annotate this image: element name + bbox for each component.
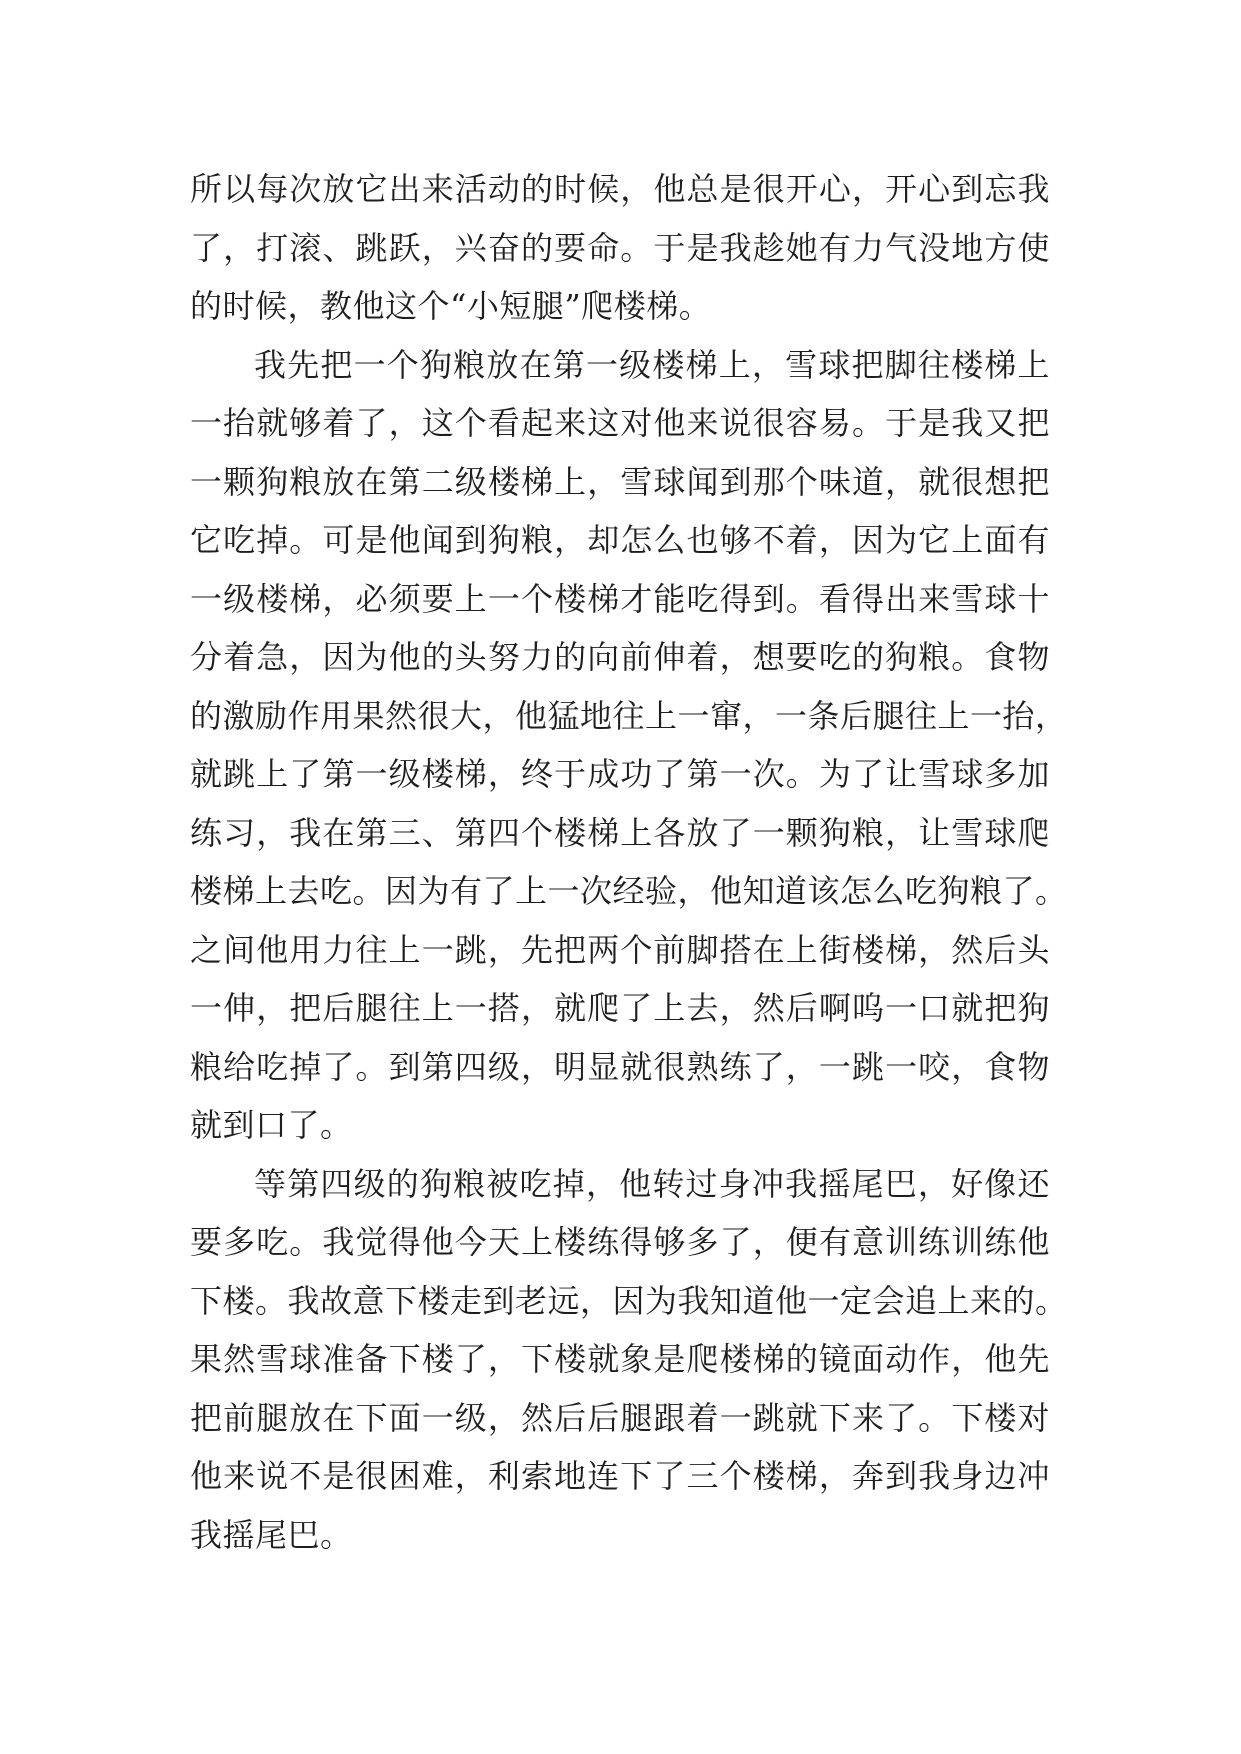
text-line: 我先把一个狗粮放在第一级楼梯上，雪球把脚往楼梯上 (254, 345, 1050, 384)
text-line: 一颗狗粮放在第二级楼梯上，雪球闻到那个味道，就很想把 (190, 462, 1050, 501)
text-line: 练习，我在第三、第四个楼梯上各放了一颗狗粮，让雪球爬 (190, 813, 1050, 852)
text-line: 之间他用力往上一跳，先把两个前脚搭在上街楼梯，然后头 (190, 930, 1050, 969)
text-line: 楼梯上去吃。因为有了上一次经验，他知道该怎么吃狗粮了。 (190, 872, 1068, 910)
text-line: 一级楼梯，必须要上一个楼梯才能吃得到。看得出来雪球十 (190, 579, 1050, 618)
paragraph (190, 160, 1050, 336)
text-line: 果然雪球准备下楼了，下楼就象是爬楼梯的镜面动作，他先 (190, 1340, 1050, 1378)
text-line: 就跳上了第一级楼梯，终于成功了第一次。为了让雪球多加 (190, 755, 1050, 793)
text-line: 它吃掉。可是他闻到狗粮，却怎么也够不着，因为它上面有 (190, 521, 1050, 559)
text-line: 粮给吃掉了。到第四级，明显就很熟练了，一跳一咬，食物 (190, 1047, 1050, 1086)
text-line: 我摇尾巴。 (190, 1515, 353, 1554)
text-line: 一伸，把后腿往上一搭，就爬了上去，然后啊呜一口就把狗 (190, 989, 1050, 1027)
text-line: 下楼。我故意下楼走到老远，因为我知道他一定会追上来的。 (190, 1281, 1068, 1320)
text-line: 一抬就够着了，这个看起来这对他来说很容易。于是我又把 (190, 404, 1050, 442)
text-line: 要多吃。我觉得他今天上楼练得够多了，便有意训练训练他 (190, 1223, 1050, 1261)
paragraph (190, 1155, 1068, 1565)
text-line: 他来说不是很困难，利索地连下了三个楼梯，奔到我身边冲 (190, 1457, 1050, 1495)
text-line: 所以每次放它出来活动的时候，他总是很开心，开心到忘我 (190, 170, 1050, 208)
text-line: 把前腿放在下面一级，然后后腿跟着一跳就下来了。下楼对 (190, 1398, 1050, 1437)
text-line: 的激励作用果然很大，他猛地往上一窜，一条后腿往上一抬， (190, 696, 1068, 735)
text-line: 等第四级的狗粮被吃掉，他转过身冲我摇尾巴，好像还 (254, 1164, 1050, 1203)
text-line: 的时候，教他这个“小短腿”爬楼梯。 (190, 287, 712, 325)
paragraph (190, 336, 1068, 1155)
text-line: 分着急，因为他的头努力的向前伸着，想要吃的狗粮。食物 (190, 638, 1050, 676)
text-line: 了，打滚、跳跃，兴奋的要命。于是我趁她有力气没地方使 (190, 228, 1050, 267)
text-line: 就到口了。 (190, 1106, 353, 1144)
body-text (190, 160, 1068, 1564)
